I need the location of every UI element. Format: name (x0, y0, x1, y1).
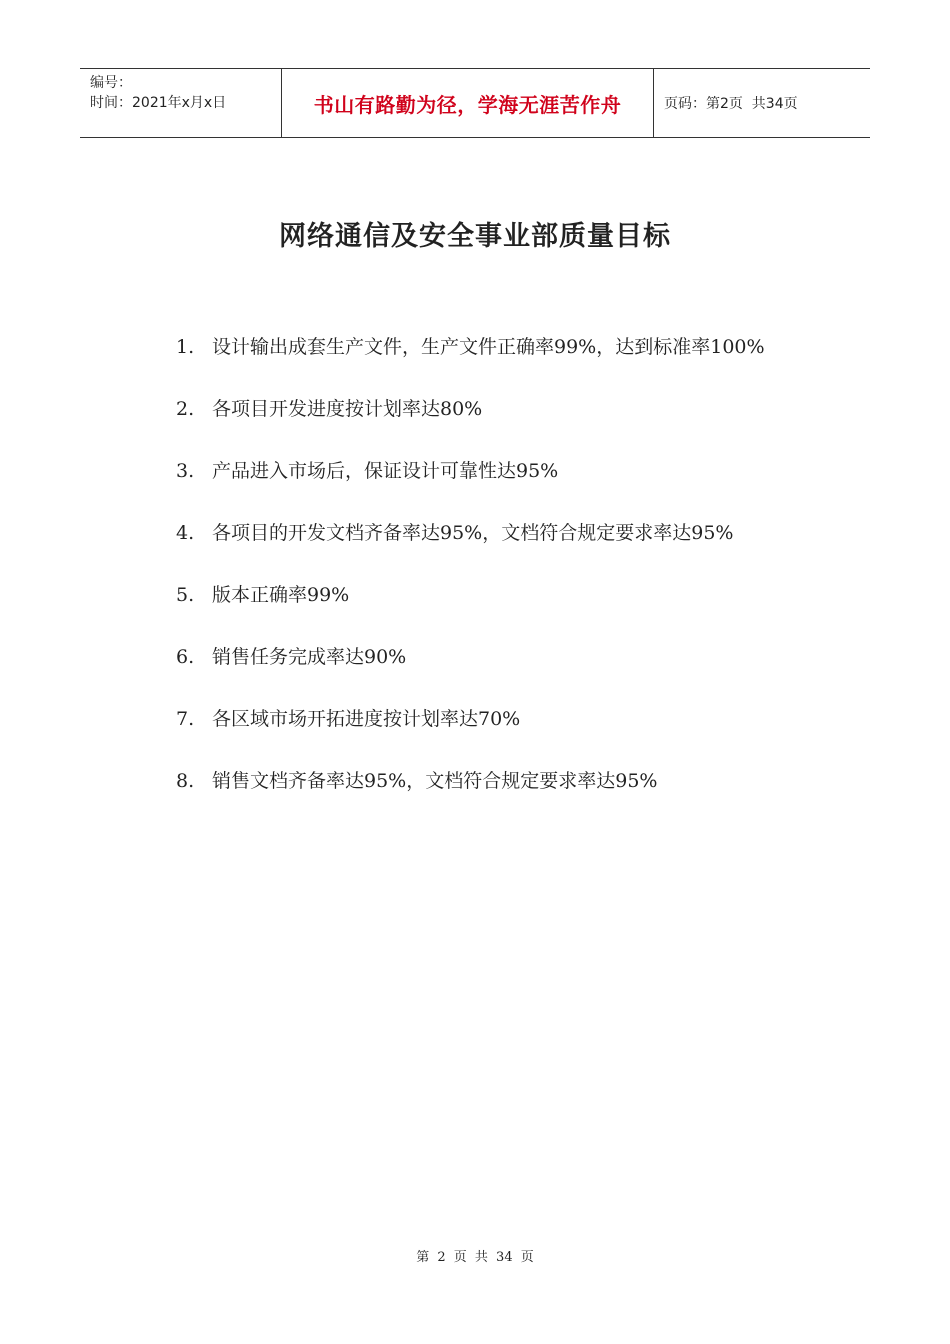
list-item-number: 1. (176, 336, 195, 358)
document-number-label: 编号： (90, 75, 132, 91)
list-item (176, 626, 826, 688)
list-item-text: 设计输出成套生产文件，生产文件正确率99%，达到标准率100% (212, 336, 765, 358)
list-item (176, 440, 826, 502)
list-item (176, 750, 826, 812)
list-item-text: 各项目开发进度按计划率达80% (212, 398, 483, 420)
page-header (80, 68, 870, 138)
page-footer: 第 2 页 共 34 页 (416, 1250, 534, 1265)
list-item (176, 502, 826, 564)
document-date-label: 时间：2021年x月x日 (90, 95, 227, 111)
list-item-number: 4. (176, 522, 195, 544)
list-item-number: 6. (176, 646, 195, 668)
list-item-text: 各区域市场开拓进度按计划率达70% (212, 708, 521, 730)
list-item (176, 316, 826, 378)
list-item-number: 3. (176, 460, 195, 482)
list-item-text: 销售文档齐备率达95%，文档符合规定要求率达95% (212, 770, 658, 792)
quality-goals-list (176, 316, 826, 812)
list-item-number: 5. (176, 584, 195, 606)
page-number-label: 页码：第2页 共34页 (664, 96, 798, 112)
list-item-number: 7. (176, 708, 195, 730)
list-item-text: 各项目的开发文档齐备率达95%，文档符合规定要求率达95% (212, 522, 734, 544)
header-page-info (654, 69, 870, 137)
list-item (176, 378, 826, 440)
header-motto: 书山有路勤为径，学海无涯苦作舟 (281, 69, 654, 137)
list-item-text: 版本正确率99% (212, 584, 350, 606)
list-item-text: 销售任务完成率达90% (212, 646, 407, 668)
document-title: 网络通信及安全事业部质量目标 (279, 221, 671, 252)
list-item-text: 产品进入市场后，保证设计可靠性达95% (212, 460, 559, 482)
list-item (176, 688, 826, 750)
list-item-number: 8. (176, 770, 195, 792)
list-item-number: 2. (176, 398, 195, 420)
list-item (176, 564, 826, 626)
header-meta (80, 69, 281, 137)
